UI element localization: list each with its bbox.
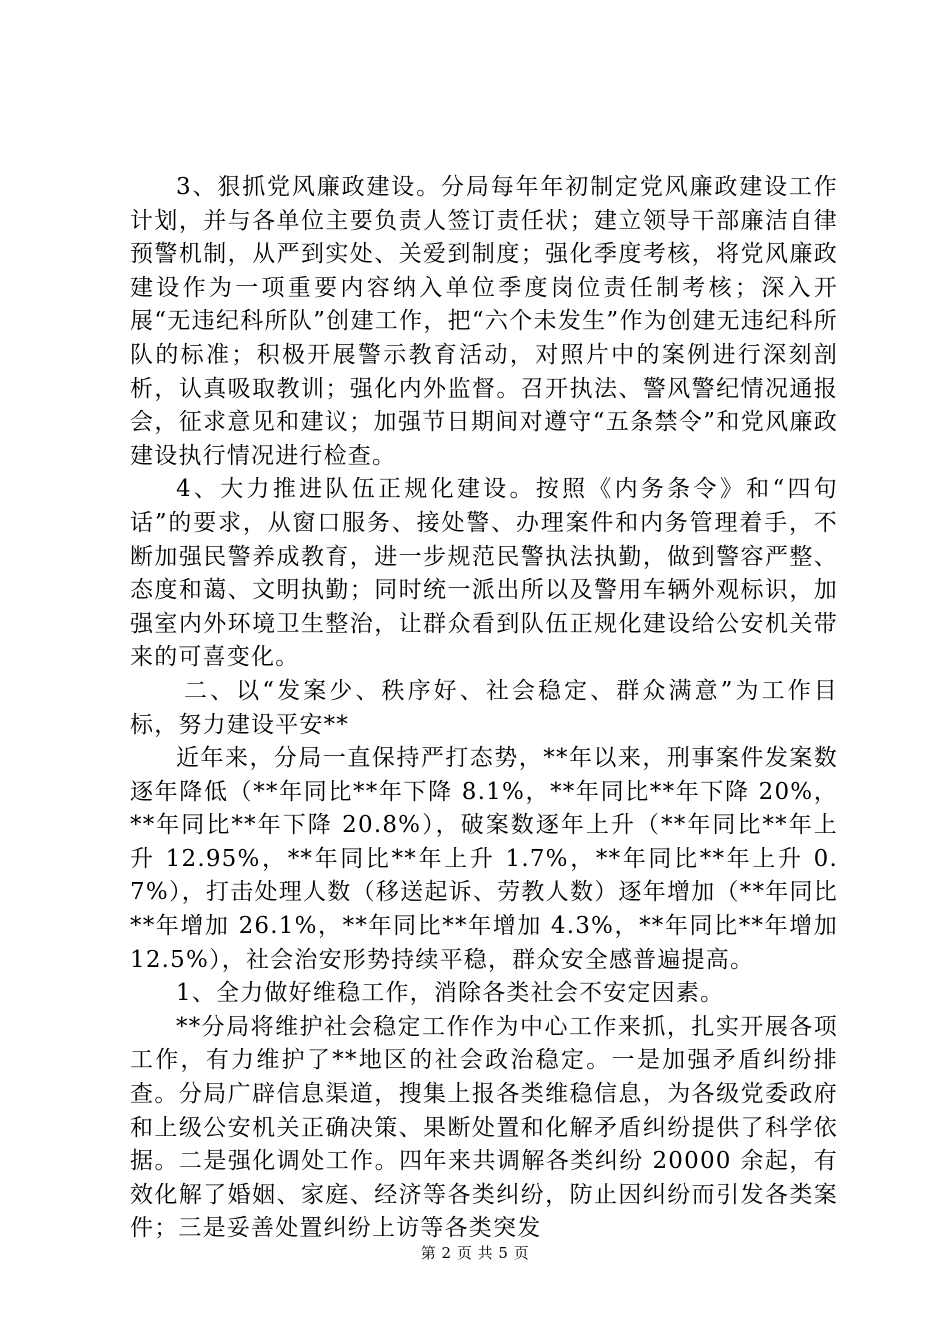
paragraph-team-standardization: 4、大力推进队伍正规化建设。按照《内务条令》和“四句话”的要求，从窗口服务、接处警、办理案件和内务管理着手，不断加强民警养成教育，进一步规范民警执法执勤，做到警容严整、态度和蔼、文明执勤；同时统一派出所以及警用车辆外观标识，加强室内外环境卫生整治，让群众看到队伍正规化建设给公安机关带来的可喜变化。 — [130, 476, 838, 671]
subheading-stability-work: 1、全力做好维稳工作，消除各类社会不安定因素。 — [176, 980, 725, 1007]
paragraph-stability-measures: **分局将维护社会稳定工作作为中心工作来抓，扎实开展各项工作，有力维护了**地区的社会政治稳定。一是加强矛盾纠纷排查。分局广辟信息渠道，搜集上报各类维稳信息，为各级党委政府和上级公安机关正确决策、果断处置和化解矛盾纠纷提供了科学依据。二是强化调处工作。四年来共调解各类纠纷 20000 余起，有效化解了婚姻、家庭、经济等各类纠纷，防止因纠纷而引发各类案件；三是妥善处置纠纷上访等各类突发 — [130, 1013, 838, 1242]
paragraph-crime-statistics: 近年来，分局一直保持严打态势，**年以来，刑事案件发案数逐年降低（**年同比**年下降 8.1%，**年同比**年下降 20%，**年同比**年下降 20.8%），破案数逐年上升（**年同比**年上升 12.95%，**年同比**年上升 1.7%，**年同比**年上升 0.7%），打击处理人数（移送起诉、劳教人数）逐年增加（**年同比**年增加 26.1%，**年同比**年增加 4.3%，**年同比**年增加 12.5%），社会治安形势持续平稳，群众安全感普遍提高。 — [130, 745, 838, 973]
section-heading-safe-district: 二、以“发案少、秩序好、社会稳定、群众满意”为工作目标，努力建设平安** — [130, 677, 838, 738]
page-number-footer: 第 2 页 共 5 页 — [420, 1244, 530, 1262]
document-body — [130, 171, 838, 1246]
paragraph-party-integrity: 3、狠抓党风廉政建设。分局每年年初制定党风廉政建设工作计划，并与各单位主要负责人签订责任状；建立领导干部廉洁自律预警机制，从严到实处、关爱到制度；强化季度考核，将党风廉政建设作为一项重要内容纳入单位季度岗位责任制考核；深入开展“无违纪科所队”创建工作，把“六个未发生”作为创建无违纪科所队的标准；积极开展警示教育活动，对照片中的案例进行深刻剖析，认真吸取教训；强化内外监督。召开执法、警风警纪情况通报会，征求意见和建议；加强节日期间对遵守“五条禁令”和党风廉政建设执行情况进行检查。 — [130, 174, 838, 469]
